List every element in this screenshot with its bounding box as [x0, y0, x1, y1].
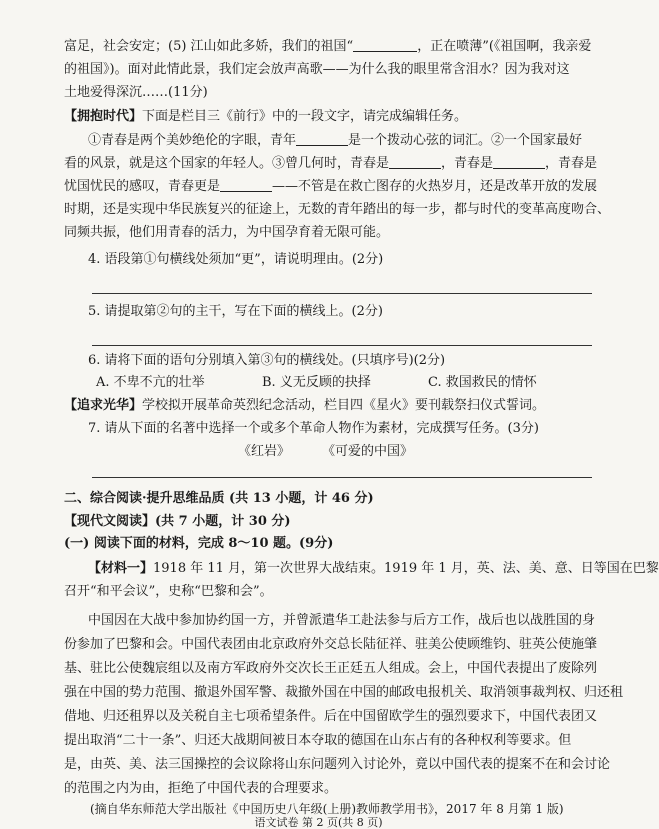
text-span: ，正在喷薄”(《祖国啊，我亲爱: [417, 39, 592, 54]
text-span: ，青春是: [545, 156, 598, 171]
text-span: 1918 年 11 月，第一次世界大战结束。1919 年 1 月，英、法、美、意、日等国在巴黎: [153, 561, 659, 576]
text-line: 土地爱得深沉……(11分): [64, 85, 208, 100]
question-7: 7. 请从下面的名著中选择一个或多个革命人物作为素材，完成撰写任务。(3分): [88, 421, 539, 436]
text-span: 看的风景，就是这个国家的年轻人。③曾几何时，青春是: [64, 156, 390, 171]
section-tag: 【追求光华】: [64, 398, 143, 413]
section-heading: [64, 108, 594, 126]
material-line: 的范围之内为由，拒绝了中国代表的合理要求。: [64, 781, 338, 796]
book-title: 《红岩》: [238, 444, 291, 459]
text-span: ——不管是在救亡图存的火热岁月，还是改革开放的发展: [272, 179, 598, 194]
question-5: 5. 请提取第②句的主干，写在下面的横线上。(2分): [88, 304, 383, 319]
option-a: A. 不卑不亢的壮举: [96, 375, 205, 390]
passage-line: 时期，还是实现中华民族复兴的征途上，无数的青年踏出的每一步，都与时代的变革高度吻合、: [64, 202, 611, 217]
material-line: 是，由英、美、法三国操控的会议除将山东问题列入讨论外，竟以中国代表的提案不在和会讨论: [64, 757, 611, 772]
material-line: 借地、归还租界以及关税自主七项希望条件。后在中国留欧学生的强烈要求下，中国代表团又: [64, 709, 598, 724]
material-line: 强在中国的势力范围、撤退外国军警、裁撤外国在中国的邮政电报机关、取消领事裁判权、归还租: [64, 685, 624, 700]
passage-line: [64, 178, 598, 196]
answer-line[interactable]: [92, 345, 592, 346]
option-b: B. 义无反顾的抉择: [262, 375, 371, 390]
page-footer: 语文试卷 第 2 页(共 8 页): [254, 816, 383, 829]
material-line: 召开“和平会议”，史称“巴黎和会”。: [64, 584, 273, 599]
text-span: ，青春是: [441, 156, 494, 171]
material-line: 提出取消“二十一条”、归还大战期间被日本夺取的德国在山东占有的各种权利等要求。但: [64, 733, 572, 748]
answer-blank[interactable]: [493, 156, 545, 169]
option-c: C. 救国救民的情怀: [428, 375, 537, 390]
material-line: 中国因在大战中参加协约国一方，并曾派遣华工赴法参与后方工作，战后也以战胜国的身: [88, 613, 596, 628]
answer-blank[interactable]: [389, 156, 441, 169]
modern-reading-heading: 【现代文阅读】(共 7 小题，计 30 分): [64, 514, 291, 529]
section-text: 学校拟开展革命英烈纪念活动，栏目四《星火》要刊载祭扫仪式誓词。: [142, 398, 546, 413]
question-6: 6. 请将下面的语句分别填入第③句的横线处。(只填序号)(2分): [88, 353, 446, 368]
text-line: 的祖国》)。面对此情此景，我们定会放声高歌——为什么我的眼里常含泪水？因为我对这: [64, 62, 570, 77]
text-line: [64, 38, 594, 56]
section-heading: [64, 397, 594, 415]
answer-blank[interactable]: [353, 39, 417, 52]
text-span: 富足，社会安定；(5) 江山如此多娇，我们的祖国“: [64, 39, 354, 54]
passage-line: 同频共振，他们用青春的活力，为中国孕育着无限可能。: [64, 225, 390, 240]
text-span: 是一个拨动心弦的词汇。②一个国家最好: [348, 133, 583, 148]
section-tag: 【拥抱时代】: [64, 109, 143, 124]
text-span: ①青春是两个美妙绝伦的字眼，青年: [88, 133, 297, 148]
answer-line[interactable]: [92, 293, 592, 294]
answer-line[interactable]: [92, 477, 592, 478]
book-title: 《可爱的中国》: [322, 444, 414, 459]
passage-line: [64, 155, 598, 173]
passage-line: [88, 132, 594, 150]
material-line: 份参加了巴黎和会。中国代表团由北京政府外交总长陆征祥、驻美公使顾维钧、驻英公使施肇: [64, 637, 598, 652]
answer-blank[interactable]: [296, 133, 348, 146]
material-tag: 【材料一】: [88, 561, 154, 576]
material-line: 基、驻比公使魏宸组以及南方军政府外交次长王正廷五人组成。会上，中国代表提出了废除列: [64, 661, 598, 676]
source-citation: (摘自华东师范大学出版社《中国历史八年级(上册)教师教学用书》，2017 年 8 月第 1 版): [90, 802, 564, 816]
material-line: [88, 560, 659, 578]
answer-blank[interactable]: [220, 179, 272, 192]
section-text: 下面是栏目三《前行》中的一段文字，请完成编辑任务。: [142, 109, 468, 124]
subsection-heading: (一) 阅读下面的材料，完成 8～10 题。(9分): [64, 536, 334, 551]
part-two-heading: 二、综合阅读·提升思维品质 (共 13 小题，计 46 分): [64, 491, 374, 506]
text-span: 忧国忧民的感叹，青春更是: [64, 179, 221, 194]
question-4: 4. 语段第①句横线处须加“更”，请说明理由。(2分): [88, 252, 384, 267]
